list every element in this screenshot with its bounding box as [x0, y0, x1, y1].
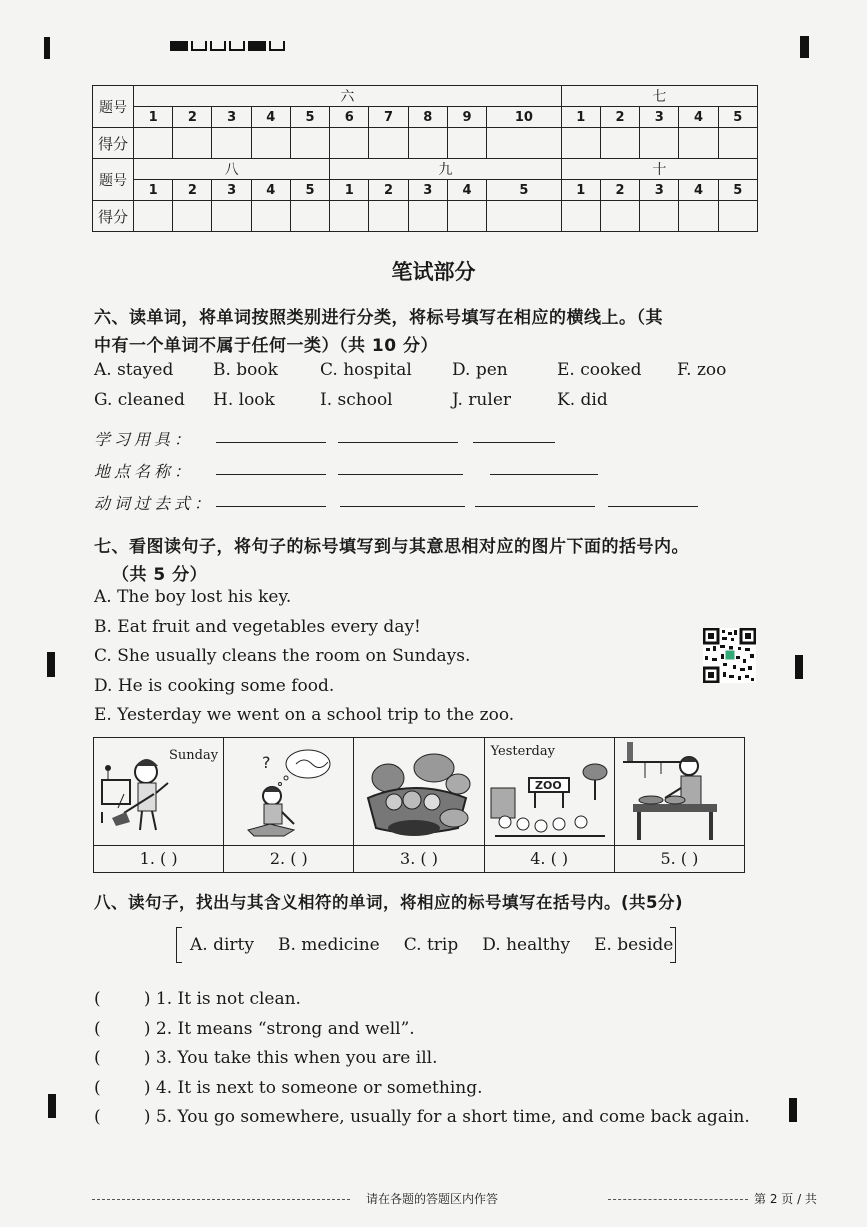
boy-searching-illustration: [224, 738, 352, 845]
score-cell[interactable]: [330, 128, 369, 159]
score-table-question-number: 8: [408, 107, 447, 128]
word-option: F. zoo: [677, 360, 727, 380]
word-option: J. ruler: [452, 390, 512, 410]
registration-mark-bottom-left: [48, 1094, 56, 1118]
answer-blank[interactable]: [490, 474, 598, 475]
sentence-option: C. She usually cleans the room on Sundays.: [94, 646, 471, 666]
word-bank-option: E. beside: [594, 935, 674, 955]
score-cell[interactable]: [173, 128, 212, 159]
answer-bracket[interactable]: 5. ( ): [660, 849, 699, 868]
score-table-question-number: 1: [134, 107, 173, 128]
score-cell[interactable]: [600, 201, 639, 232]
score-table-score-label: 得分: [93, 201, 134, 232]
score-cell[interactable]: [251, 128, 290, 159]
score-cell[interactable]: [679, 201, 718, 232]
score-table-question-number: 2: [600, 180, 639, 201]
score-table-question-label: 题号: [93, 86, 134, 128]
score-table-question-number: 2: [173, 180, 212, 201]
score-table-question-number: 3: [212, 107, 251, 128]
score-table-question-number: 1: [330, 180, 369, 201]
score-table-score-label: 得分: [93, 128, 134, 159]
score-table-question-number: 5: [718, 107, 757, 128]
category-label-places: 地点名称：: [94, 462, 195, 481]
picture-cooking: [615, 738, 744, 845]
category-label-stationery: 学习用具：: [94, 430, 195, 449]
score-cell[interactable]: [212, 128, 251, 159]
picture-label-sunday: Sunday: [169, 748, 219, 763]
sentence-option: D. He is cooking some food.: [94, 675, 335, 696]
word-bank-option: D. healthy: [482, 935, 571, 955]
word-bank-option: C. trip: [403, 935, 459, 955]
score-cell[interactable]: [640, 201, 679, 232]
registration-mark-bottom-right: [789, 1098, 797, 1122]
sentence-option: A. The boy lost his key.: [94, 587, 292, 607]
word-option: B. book: [213, 360, 278, 380]
word-option: A. stayed: [94, 360, 174, 380]
word-option: C. hospital: [320, 360, 412, 380]
picture-matching-table: [93, 737, 745, 873]
word-option: K. did: [557, 390, 608, 410]
score-table-question-number: 4: [251, 180, 290, 201]
picture-fruit-vegetables: [354, 738, 484, 845]
score-table-question-number: 6: [330, 107, 369, 128]
word-option: G. cleaned: [94, 390, 185, 410]
score-table-question-number: 5: [290, 180, 329, 201]
answer-blank[interactable]: [216, 474, 326, 475]
registration-mark-top-left: [44, 37, 50, 59]
score-cell[interactable]: [134, 201, 173, 232]
answer-bracket[interactable]: 2. ( ): [224, 846, 354, 872]
answer-blank[interactable]: [608, 506, 698, 507]
score-cell[interactable]: [290, 128, 329, 159]
footer-dashed-line-right: [608, 1199, 748, 1200]
answer-blank[interactable]: [475, 506, 595, 507]
word-option: H. look: [213, 390, 275, 410]
score-cell[interactable]: [173, 201, 212, 232]
score-table-question-number: 9: [447, 107, 486, 128]
registration-mark-top-right: [800, 36, 809, 58]
score-cell[interactable]: [134, 128, 173, 159]
q6-heading-line1: 六、读单词，将单词按照类别进行分类，将标号填写在相应的横线上。（其: [94, 308, 663, 328]
score-cell[interactable]: [369, 128, 408, 159]
score-table-question-number: 3: [640, 180, 679, 201]
score-table-section-header: 九: [330, 159, 562, 180]
section-title: 笔试部分: [391, 260, 476, 284]
answer-blank[interactable]: [340, 506, 465, 507]
answer-bracket[interactable]: 3. ( ): [354, 846, 484, 872]
registration-mark-mid-right: [795, 655, 803, 679]
q8-item[interactable]: ( ) 1. It is not clean.: [94, 989, 301, 1009]
zoo-sign-text: ZOO: [534, 779, 562, 792]
score-cell[interactable]: [369, 201, 408, 232]
picture-lost-key: [224, 738, 354, 845]
q8-item[interactable]: ( ) 5. You go somewhere, usually for a short time, and come back again.: [94, 1107, 750, 1127]
word-bank-option: B. medicine: [277, 935, 380, 955]
score-cell[interactable]: [447, 201, 486, 232]
score-table-question-number: 3: [408, 180, 447, 201]
score-cell[interactable]: [718, 201, 757, 232]
answer-blank[interactable]: [338, 474, 463, 475]
svg-text:?: ?: [262, 753, 271, 772]
q7-heading-line1: 七、看图读句子，将句子的标号填写到与其意思相对应的图片下面的括号内。: [94, 537, 689, 557]
score-table-section-header: 七: [561, 86, 757, 107]
score-cell[interactable]: [487, 201, 562, 232]
category-label-past-tense: 动词过去式：: [94, 494, 215, 513]
q7-heading-line2: （共 5 分）: [112, 565, 208, 585]
zoo-trip-illustration: [485, 738, 613, 845]
score-table-question-label: 题号: [93, 159, 134, 201]
score-table-question-number: 2: [173, 107, 212, 128]
score-cell[interactable]: [640, 128, 679, 159]
score-table-question-number: 4: [447, 180, 486, 201]
score-table-question-number: 3: [640, 107, 679, 128]
score-table-section-header: 六: [134, 86, 562, 107]
score-table-question-number: 1: [561, 180, 600, 201]
word-bank-option: A. dirty: [190, 935, 254, 955]
score-table-question-number: 1: [561, 107, 600, 128]
footer-dashed-line-left: [92, 1199, 350, 1200]
picture-label-yesterday: Yesterday: [490, 744, 555, 759]
score-table-question-number: 5: [718, 180, 757, 201]
answer-blank[interactable]: [216, 442, 326, 443]
word-option: D. pen: [452, 360, 508, 380]
registration-mark-mid-left: [47, 652, 55, 677]
man-cooking-illustration: [615, 738, 743, 845]
score-table-question-number: 10: [487, 107, 562, 128]
answer-blank[interactable]: [216, 506, 326, 507]
score-table-question-number: 4: [679, 107, 718, 128]
score-cell[interactable]: [487, 128, 562, 159]
barcode-strip: [170, 41, 285, 51]
score-table-question-number: 5: [487, 180, 562, 201]
score-cell[interactable]: [447, 128, 486, 159]
word-option: E. cooked: [557, 360, 642, 380]
score-table-section-header: 十: [561, 159, 757, 180]
score-cell[interactable]: [251, 201, 290, 232]
q8-word-bank: [176, 927, 676, 965]
score-table-question-number: 3: [212, 180, 251, 201]
picture-zoo-trip: [485, 738, 615, 845]
score-table-question-number: 5: [290, 107, 329, 128]
answer-blank[interactable]: [473, 442, 555, 443]
sentence-option: E. Yesterday we went on a school trip to the zoo.: [94, 705, 515, 725]
answer-bracket[interactable]: 1. ( ): [94, 846, 224, 872]
score-cell[interactable]: [212, 201, 251, 232]
q6-heading-line2: 中有一个单词不属于任何一类）（共 10 分）: [94, 336, 438, 356]
footer-instruction: 请在各题的答题区内作答: [366, 1192, 499, 1206]
sentence-option: B. Eat fruit and vegetables every day!: [94, 616, 421, 637]
q8-item[interactable]: ( ) 3. You take this when you are ill.: [94, 1048, 438, 1068]
qr-code-icon: [703, 628, 756, 683]
score-cell[interactable]: [408, 128, 447, 159]
answer-bracket[interactable]: 4. ( ): [485, 846, 615, 872]
fruit-basket-illustration: [354, 738, 482, 845]
score-cell[interactable]: [290, 201, 329, 232]
girl-sweeping-illustration: [94, 738, 222, 845]
score-cell[interactable]: [679, 128, 718, 159]
score-table-question-number: 1: [134, 180, 173, 201]
picture-cleaning: [94, 738, 224, 845]
answer-blank[interactable]: [338, 442, 458, 443]
score-cell[interactable]: [718, 128, 757, 159]
footer-page-number: 第 2 页 / 共: [754, 1192, 817, 1206]
score-table-question-number: 4: [679, 180, 718, 201]
score-cell[interactable]: [408, 201, 447, 232]
q8-item[interactable]: ( ) 4. It is next to someone or something.: [94, 1077, 483, 1098]
q8-heading: 八、读句子，找出与其含义相符的单词，将相应的标号填写在括号内。(共5分): [94, 893, 684, 912]
score-cell[interactable]: [600, 128, 639, 159]
score-table-section-header: 八: [134, 159, 330, 180]
q8-item[interactable]: ( ) 2. It means “strong and well”.: [94, 1018, 415, 1039]
score-table-question-number: 4: [251, 107, 290, 128]
score-cell[interactable]: [330, 201, 369, 232]
score-cell[interactable]: [561, 128, 600, 159]
score-table-question-number: 2: [369, 180, 408, 201]
score-cell[interactable]: [561, 201, 600, 232]
score-table-question-number: 2: [600, 107, 639, 128]
word-option: I. school: [320, 390, 393, 410]
score-table: [92, 85, 758, 232]
score-table-question-number: 7: [369, 107, 408, 128]
